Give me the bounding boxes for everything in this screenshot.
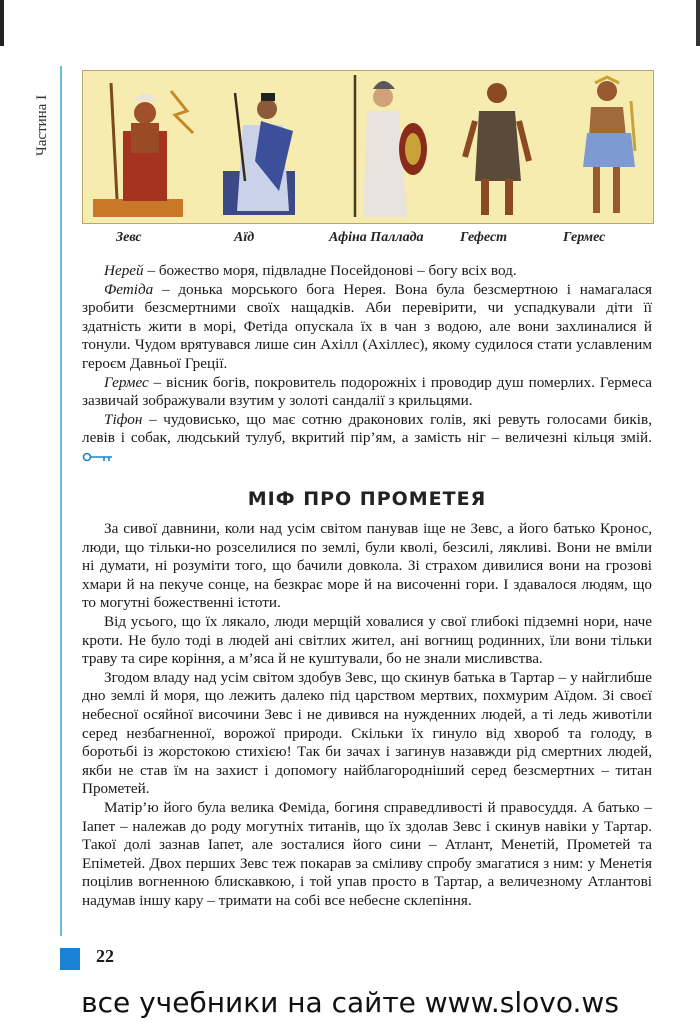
- glossary-entry: [82, 262, 652, 281]
- glossary-term: Нерей: [104, 262, 144, 279]
- key-icon: [82, 452, 114, 462]
- glossary-entry: [82, 281, 652, 374]
- myth-paragraph: Згодом владу над усім світом здобув Зевс, що скинув батька в Тартар – у найглибше дно землі й моря, що лежить далеко під царством мертвих, похмурим Аїдом. Зі своєї небесної осяйної височини Зевс і не дивився на нужденних людей, а ті ледь животіли серед незбагненної, ворожої природи. Скільки їх гинуло від хвороб та голоду, в боротьбі із жорстокою стихією! Так би зачах і загинув назавжди рід смертних людей, якби не став їм на захист і допомогу найблагородніший серед безсмертних – титан Прометей.: [82, 668, 652, 798]
- gods-illustration: [82, 70, 654, 224]
- hermes-figure: [583, 77, 635, 213]
- myth-text: [82, 520, 652, 910]
- glossary-definition: – чудовисько, що має сотню драконових голів, які ревуть голосами биків, левів і собак, людський тулуб, вкритий пір’ям, а замість ніг – величезні кільця змій.: [82, 410, 652, 447]
- site-watermark: все учебники на сайте www.slovo.ws: [81, 986, 619, 1019]
- caption-hephaestus: Гефест: [460, 230, 508, 245]
- hephaestus-figure: [465, 83, 529, 215]
- glossary: [82, 262, 652, 467]
- caption-hades: Аїд: [234, 230, 255, 245]
- glossary-definition: – вісник богів, покровитель подорожніх і проводир душ померлих. Гермеса зазвичай зображували взутим у золоті сандалії з крильцями.: [82, 373, 652, 410]
- myth-paragraph: Від усього, що їх лякало, люди мерщій ховалися у свої глибокі підземні нори, наче кроти. Не було тоді в людей ані світлих жител, ані вогнищ родинних, їли вони тільки траву та сире коріння, а м’яса й не куштували, бо не знали мисливства.: [82, 612, 652, 668]
- caption-zeus: Зевс: [116, 230, 142, 245]
- page-edge-left: [0, 0, 4, 46]
- page-edge-right: [696, 0, 700, 46]
- side-label: Частина І: [34, 94, 50, 156]
- gods-figures: [83, 71, 653, 223]
- glossary-term: Гермес: [104, 373, 149, 391]
- caption-athena: Афіна Паллада: [329, 230, 424, 245]
- myth-paragraph: За сивої давнини, коли над усім світом панував іще не Зевс, а його батько Кронос, люди, що тільки-но розселилися по землі, були кволі, безсилі, лякливі. Вони не вміли ні думати, ні розуміти того, що бачили довкола. Зі страхом дивилися вони на грозові хмари й на пекуче сонце, на безкрає море й на височенні гори. І здавалося людям, що то могутні божественні істоти.: [82, 520, 652, 612]
- glossary-definition: – божество моря, підвладне Посейдонові – богу всіх вод.: [143, 262, 517, 279]
- zeus-figure: [93, 83, 193, 217]
- side-rule: [60, 66, 62, 936]
- page-number: 22: [96, 946, 114, 966]
- section-title: МІФ ПРО ПРОМЕТЕЯ: [247, 488, 487, 510]
- glossary-definition: – донька морського бога Нерея. Вона була безсмертною і намагалася зробити безсмертними своїх нащадків. Аби перевірити, чи успадкували діти її здатність жити в морі, Фетіда опускала їх в чан з водою, але вони захлиналися й тонули. Чудом врятувався лише син Ахілл (Ахіллес), якому судилося стати уславленим героєм Давньої Греції.: [82, 280, 652, 372]
- glossary-entry: [82, 411, 652, 467]
- glossary-term: Фетіда: [104, 280, 154, 298]
- glossary-term: Тіфон: [104, 410, 143, 428]
- glossary-entry: [82, 374, 652, 411]
- athena-figure: [355, 75, 427, 217]
- page-marker: [60, 948, 80, 970]
- caption-hermes: Гермес: [563, 230, 606, 245]
- hades-figure: [223, 93, 295, 215]
- myth-paragraph: Матір’ю його була велика Феміда, богиня справедливості й правосуддя. А батько – Іапет – належав до роду могутніх титанів, що їх здолав Зевс і скинув навіки у Тартар. Такої долі зазнав Іапет, але зосталися його сини – Атлант, Менетій, Прометей та Епіметей. Двох перших Зевс теж покарав за сміливу спробу змагатися з ним: у Менетія поцілив вогненною блискавкою, і той упав просто в Тартар, а величезному Атлантові надумав іншу кару – тримати на собі все небесне склепіння.: [82, 798, 652, 909]
